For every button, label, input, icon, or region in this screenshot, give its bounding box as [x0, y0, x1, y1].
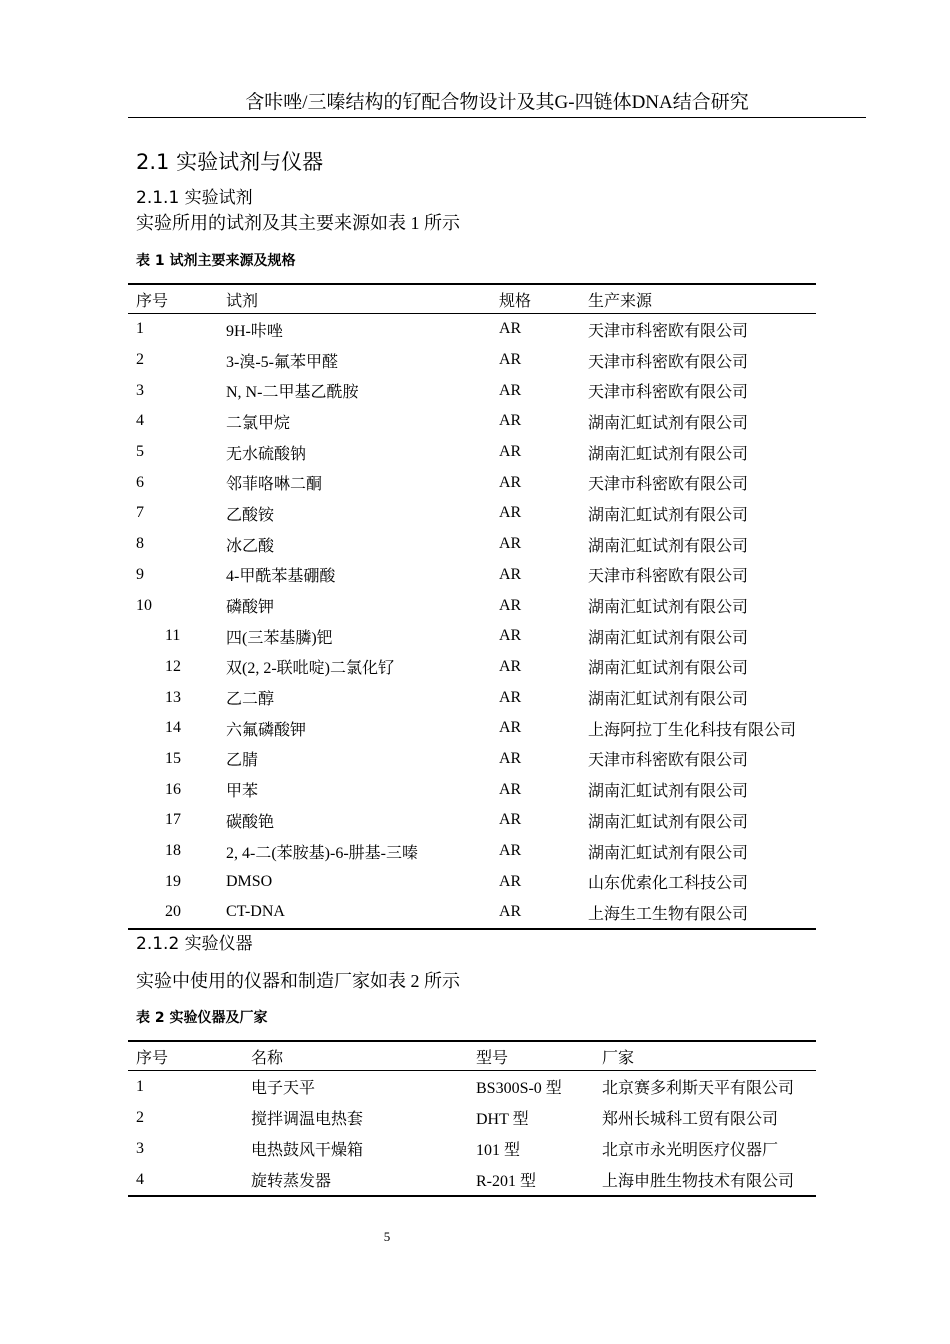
cell-index: 19: [165, 872, 181, 890]
cell-spec: AR: [499, 320, 522, 338]
cell-spec: BS300S-0 型: [476, 1080, 562, 1097]
cell-spec: AR: [499, 412, 522, 430]
table-row: [128, 744, 816, 775]
cell-source: 天津市科密欧有限公司: [588, 476, 749, 494]
running-header: 含咔唑/三嗪结构的钌配合物设计及其G-四链体DNA结合研究: [128, 91, 866, 118]
cell-source: 上海申胜生物技术有限公司: [594, 1164, 816, 1196]
table-row: [128, 437, 816, 468]
cell-spec: AR: [499, 473, 522, 491]
table-row: [128, 314, 816, 345]
table2-caption: 表 2 实验仪器及厂家: [136, 1010, 268, 1026]
table-row: [128, 529, 816, 560]
cell-name: 乙二醇: [226, 691, 275, 709]
cell-name: 电热鼓风干燥箱: [251, 1142, 364, 1159]
cell-name: 磷酸钾: [226, 599, 275, 617]
cell-index: 20: [128, 897, 218, 929]
cell-index: 5: [136, 443, 144, 461]
cell-name: 乙腈: [226, 752, 259, 770]
cell-source: 山东优索化工科技公司: [588, 875, 749, 893]
cell-source: 湖南汇虹试剂有限公司: [588, 445, 749, 463]
cell-name: 4-甲酰苯基硼酸: [226, 568, 336, 586]
cell-spec: AR: [491, 897, 580, 929]
cell-name: 无水硫酸钠: [226, 445, 307, 463]
cell-spec: R-201 型: [468, 1164, 594, 1196]
column-header-index: 序号: [128, 1041, 243, 1071]
table-row: [128, 498, 816, 529]
cell-name: 电子天平: [251, 1080, 316, 1097]
table-row: [128, 375, 816, 406]
cell-name: 二氯甲烷: [226, 414, 291, 432]
cell-name: 乙酸铵: [226, 506, 275, 524]
cell-source: 天津市科密欧有限公司: [588, 384, 749, 402]
cell-source: 湖南汇虹试剂有限公司: [588, 691, 749, 709]
cell-spec: AR: [499, 719, 522, 737]
cell-index: 18: [165, 842, 181, 860]
table-header-row: [128, 284, 816, 314]
instruments-table: [128, 1040, 816, 1197]
table-row: [128, 1164, 816, 1196]
cell-name: 双(2, 2-联吡啶)二氯化钌: [226, 660, 394, 678]
cell-index: 11: [165, 627, 181, 645]
cell-source: 天津市科密欧有限公司: [588, 353, 749, 371]
table-row: [128, 805, 816, 836]
table-header-row: [128, 1041, 816, 1071]
cell-name: 四(三苯基膦)钯: [226, 629, 333, 647]
table-row: [128, 713, 816, 744]
table-row: [128, 652, 816, 683]
cell-index: 14: [165, 719, 181, 737]
cell-spec: AR: [499, 780, 522, 798]
section-title: 2.1 实验试剂与仪器: [136, 150, 324, 174]
cell-source: 湖南汇虹试剂有限公司: [588, 414, 749, 432]
cell-spec: AR: [499, 596, 522, 614]
cell-spec: DHT 型: [476, 1111, 529, 1128]
cell-source: 湖南汇虹试剂有限公司: [588, 660, 749, 678]
cell-spec: AR: [499, 842, 522, 860]
cell-index: 15: [165, 749, 181, 767]
cell-name: 六氟磷酸钾: [226, 721, 307, 739]
cell-spec: AR: [499, 381, 522, 399]
cell-spec: AR: [499, 443, 522, 461]
cell-source: 天津市科密欧有限公司: [588, 568, 749, 586]
cell-name: 旋转蒸发器: [243, 1164, 468, 1196]
subsection-title-reagents: 2.1.1 实验试剂: [136, 188, 253, 208]
cell-index: 3: [136, 1139, 144, 1157]
cell-index: 6: [136, 473, 144, 491]
table-row: [128, 774, 816, 805]
table-row: [128, 406, 816, 437]
cell-index: 4: [128, 1164, 243, 1196]
cell-spec: AR: [499, 749, 522, 767]
cell-spec: 101 型: [476, 1142, 521, 1159]
column-header-manufacturer: 厂家: [594, 1041, 816, 1071]
cell-name: 碳酸铯: [226, 813, 275, 831]
table1-caption: 表 1 试剂主要来源及规格: [136, 253, 296, 269]
cell-name: 9H-咔唑: [226, 322, 283, 340]
column-header-source: 生产来源: [580, 284, 816, 314]
cell-source: 湖南汇虹试剂有限公司: [588, 629, 749, 647]
cell-name: DMSO: [226, 872, 273, 890]
cell-name: 甲苯: [226, 783, 259, 801]
table-row: [128, 621, 816, 652]
cell-index: 9: [136, 565, 144, 583]
cell-spec: AR: [499, 688, 522, 706]
table-row: [128, 590, 816, 621]
cell-source: 北京赛多利斯天平有限公司: [602, 1080, 795, 1097]
cell-spec: AR: [499, 872, 522, 890]
cell-index: 2: [136, 1108, 144, 1126]
cell-spec: AR: [499, 535, 522, 553]
table-row: [128, 682, 816, 713]
cell-index: 3: [136, 381, 144, 399]
cell-index: 1: [136, 320, 144, 338]
page-number: 5: [383, 1229, 391, 1244]
cell-source: 天津市科密欧有限公司: [588, 752, 749, 770]
cell-name: 2, 4-二(苯胺基)-6-肼基-三嗪: [226, 844, 418, 862]
cell-name: CT-DNA: [218, 897, 491, 929]
cell-spec: AR: [499, 504, 522, 522]
cell-source: 上海生工生物有限公司: [580, 897, 816, 929]
cell-spec: AR: [499, 351, 522, 369]
column-header-index: 序号: [128, 284, 218, 314]
cell-source: 天津市科密欧有限公司: [588, 322, 749, 340]
cell-name: 邻菲咯啉二酮: [226, 476, 323, 494]
cell-spec: AR: [499, 565, 522, 583]
table-row: [128, 1071, 816, 1103]
cell-spec: AR: [499, 811, 522, 829]
table-row: [128, 467, 816, 498]
cell-name: 搅拌调温电热套: [251, 1111, 364, 1128]
cell-index: 16: [165, 780, 181, 798]
cell-source: 湖南汇虹试剂有限公司: [588, 844, 749, 862]
cell-name: N, N-二甲基乙酰胺: [226, 384, 359, 402]
cell-index: 17: [165, 811, 181, 829]
subsection-title-instruments: 2.1.2 实验仪器: [136, 934, 253, 954]
table-row: [128, 560, 816, 591]
cell-source: 湖南汇虹试剂有限公司: [588, 783, 749, 801]
column-header-name: 名称: [243, 1041, 468, 1071]
cell-source: 上海阿拉丁生化科技有限公司: [588, 721, 797, 739]
column-header-grade: 规格: [491, 284, 580, 314]
cell-source: 北京市永光明医疗仪器厂: [602, 1142, 779, 1159]
cell-source: 湖南汇虹试剂有限公司: [588, 537, 749, 555]
table-row: [128, 866, 816, 897]
cell-source: 湖南汇虹试剂有限公司: [588, 813, 749, 831]
cell-index: 8: [136, 535, 144, 553]
cell-source: 湖南汇虹试剂有限公司: [588, 599, 749, 617]
cell-spec: AR: [499, 657, 522, 675]
table-row: [128, 1133, 816, 1164]
table-row: [128, 897, 816, 929]
cell-name: 冰乙酸: [226, 537, 275, 555]
column-header-model: 型号: [468, 1041, 594, 1071]
cell-spec: AR: [499, 627, 522, 645]
reagents-table: [128, 283, 816, 930]
table-row: [128, 836, 816, 867]
cell-index: 12: [165, 657, 181, 675]
cell-source: 湖南汇虹试剂有限公司: [588, 506, 749, 524]
column-header-reagent: 试剂: [218, 284, 491, 314]
cell-index: 4: [136, 412, 144, 430]
cell-index: 7: [136, 504, 144, 522]
table-row: [128, 345, 816, 376]
cell-index: 2: [136, 351, 144, 369]
cell-source: 郑州长城科工贸有限公司: [602, 1111, 779, 1128]
cell-index: 13: [165, 688, 181, 706]
cell-index: 1: [136, 1077, 144, 1095]
table-row: [128, 1102, 816, 1133]
cell-name: 3-溴-5-氟苯甲醛: [226, 353, 338, 371]
reagents-intro: 实验所用的试剂及其主要来源如表 1 所示: [136, 213, 460, 233]
cell-index: 10: [136, 596, 152, 614]
instruments-intro: 实验中使用的仪器和制造厂家如表 2 所示: [136, 971, 460, 991]
